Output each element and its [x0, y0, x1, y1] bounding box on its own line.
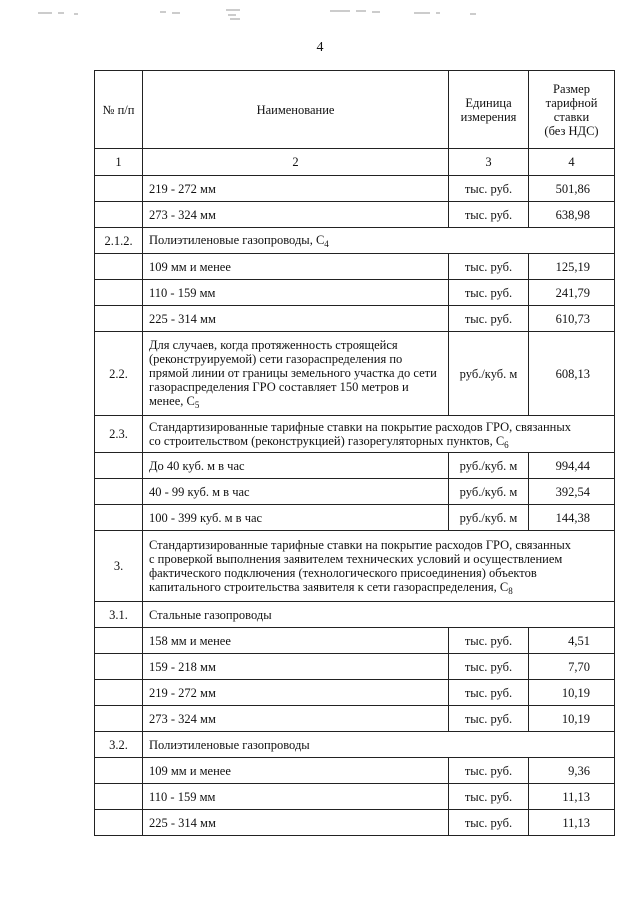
row-name-text: 219 - 272 мм	[149, 685, 216, 700]
row-name	[143, 254, 449, 280]
row-rate-value: 10,19	[529, 680, 615, 706]
row-name-line	[149, 538, 608, 552]
page-number: 4	[316, 40, 324, 55]
row-number: 3.1.	[95, 602, 143, 628]
row-number	[95, 810, 143, 836]
table-row	[95, 479, 615, 505]
table-row	[95, 453, 615, 479]
table-row	[95, 176, 615, 202]
row-number	[95, 628, 143, 654]
column-index-row	[95, 149, 615, 176]
row-number	[95, 306, 143, 332]
row-name-text: 110 - 159 мм	[149, 285, 216, 300]
table-row	[95, 628, 615, 654]
row-number	[95, 453, 143, 479]
row-name	[143, 416, 615, 453]
header-rate	[529, 71, 615, 149]
row-unit: тыс. руб.	[449, 810, 529, 836]
row-name-text: Стандартизированные тарифные ставки на покрытие расходов ГРО, связанных	[149, 537, 571, 552]
row-name	[143, 680, 449, 706]
row-number: 2.1.2.	[95, 228, 143, 254]
row-name-text: (реконструируемой) сети газораспределения по	[149, 352, 403, 366]
row-name	[143, 202, 449, 228]
row-number	[95, 280, 143, 306]
row-name-subscript: 4	[324, 239, 329, 249]
row-name-text: 159 - 218 мм	[149, 659, 216, 674]
row-name-line	[149, 566, 608, 580]
scan-artifact-marks	[0, 4, 640, 22]
row-name-text: с проверкой выполнения заявителем технических условий и осуществлением	[149, 551, 563, 566]
row-rate-value: 11,13	[529, 810, 615, 836]
table-row	[95, 732, 615, 758]
row-name	[143, 706, 449, 732]
row-unit: руб./куб. м	[449, 479, 529, 505]
row-name-line	[149, 420, 608, 434]
row-rate-value: 4,51	[529, 628, 615, 654]
table-row	[95, 416, 615, 453]
header-num: № п/п	[95, 71, 143, 149]
header-rate-line: (без НДС)	[544, 123, 599, 138]
row-rate-value: 501,86	[529, 176, 615, 202]
row-name-text: 100 - 399 куб. м в час	[149, 510, 263, 525]
row-name-line	[149, 434, 608, 449]
index-cell: 2	[143, 149, 449, 176]
row-unit: тыс. руб.	[449, 176, 529, 202]
row-name-text: со строительством (реконструкцией) газорегуляторных пунктов, C	[149, 433, 505, 448]
row-name-text: Полиэтиленовые газопроводы, C	[149, 233, 325, 247]
row-unit: тыс. руб.	[449, 784, 529, 810]
row-unit: руб./куб. м	[449, 453, 529, 479]
row-unit: тыс. руб.	[449, 628, 529, 654]
row-number	[95, 176, 143, 202]
row-name	[143, 176, 449, 202]
row-number	[95, 202, 143, 228]
row-name-line	[149, 380, 442, 394]
row-name	[143, 654, 449, 680]
row-number	[95, 706, 143, 732]
index-cell: 3	[449, 149, 529, 176]
table-row	[95, 280, 615, 306]
header-unit-line: Единица	[465, 95, 512, 110]
row-name-text: фактического подключения (технологического присоединения) объектов	[149, 565, 537, 580]
header-unit-line: измерения	[460, 109, 517, 124]
row-name-line	[149, 394, 442, 409]
row-name	[143, 602, 615, 628]
row-name-text: 225 - 314 мм	[149, 815, 216, 830]
row-rate-value: 241,79	[529, 280, 615, 306]
row-name	[143, 810, 449, 836]
table-row	[95, 254, 615, 280]
table-row	[95, 202, 615, 228]
row-name-text: 109 мм и менее	[149, 259, 231, 274]
row-rate-value: 608,13	[529, 332, 615, 416]
row-rate-value: 9,36	[529, 758, 615, 784]
row-name-text: 225 - 314 мм	[149, 311, 216, 326]
row-number	[95, 680, 143, 706]
row-number	[95, 505, 143, 531]
row-unit: тыс. руб.	[449, 254, 529, 280]
row-rate-value: 392,54	[529, 479, 615, 505]
row-rate-value: 144,38	[529, 505, 615, 531]
table-row	[95, 758, 615, 784]
row-name	[143, 280, 449, 306]
index-cell: 4	[529, 149, 615, 176]
table-row	[95, 505, 615, 531]
row-number: 3.	[95, 531, 143, 602]
index-cell: 1	[95, 149, 143, 176]
row-number: 2.3.	[95, 416, 143, 453]
row-name-text: прямой линии от границы земельного участка до сети	[149, 366, 437, 380]
row-name-text: капитального строительства заявителя к сети газораспределения, C	[149, 579, 509, 594]
row-unit: тыс. руб.	[449, 280, 529, 306]
row-unit: тыс. руб.	[449, 758, 529, 784]
table-row	[95, 810, 615, 836]
row-name-text: 110 - 159 мм	[149, 789, 216, 804]
row-name-line	[149, 352, 442, 366]
row-name	[143, 628, 449, 654]
row-rate-value: 994,44	[529, 453, 615, 479]
row-unit: руб./куб. м	[449, 332, 529, 416]
row-rate-value: 11,13	[529, 784, 615, 810]
row-number	[95, 784, 143, 810]
row-name-text: менее, C	[149, 394, 195, 408]
row-name	[143, 453, 449, 479]
row-rate-value: 7,70	[529, 654, 615, 680]
row-rate-value: 125,19	[529, 254, 615, 280]
row-name	[143, 306, 449, 332]
row-rate-value: 610,73	[529, 306, 615, 332]
header-rate-line: Размер	[553, 81, 590, 96]
row-name-text: Для случаев, когда протяженность строящейся	[149, 338, 398, 352]
table-row	[95, 332, 615, 416]
row-name	[143, 732, 615, 758]
row-number	[95, 479, 143, 505]
row-unit: тыс. руб.	[449, 680, 529, 706]
row-name	[143, 505, 449, 531]
row-name-line	[149, 552, 608, 566]
row-unit: тыс. руб.	[449, 654, 529, 680]
row-unit: тыс. руб.	[449, 202, 529, 228]
row-number	[95, 758, 143, 784]
header-name: Наименование	[143, 71, 449, 149]
table-row	[95, 531, 615, 602]
row-number: 3.2.	[95, 732, 143, 758]
row-name-text: До 40 куб. м в час	[149, 458, 245, 473]
row-name-text: 158 мм и менее	[149, 633, 231, 648]
table-row	[95, 602, 615, 628]
row-name-line	[149, 338, 442, 352]
row-unit: тыс. руб.	[449, 306, 529, 332]
row-unit: тыс. руб.	[449, 706, 529, 732]
header-rate-line: ставки	[553, 109, 590, 124]
row-rate-value: 638,98	[529, 202, 615, 228]
row-name-text: 40 - 99 куб. м в час	[149, 484, 250, 499]
header-rate-line: тарифной	[545, 95, 598, 110]
table-row	[95, 228, 615, 254]
header-unit	[449, 71, 529, 149]
row-name-line	[149, 366, 442, 380]
row-number	[95, 654, 143, 680]
row-name-text: Стандартизированные тарифные ставки на покрытие расходов ГРО, связанных	[149, 419, 571, 434]
row-name-line	[149, 580, 608, 595]
row-name-text: Стальные газопроводы	[149, 607, 272, 622]
row-name-subscript: 6	[504, 439, 509, 450]
row-number: 2.2.	[95, 332, 143, 416]
table-row	[95, 680, 615, 706]
row-name-subscript: 5	[194, 400, 200, 410]
table-row	[95, 654, 615, 680]
row-name-text: 219 - 272 мм	[149, 181, 216, 196]
row-rate-value: 10,19	[529, 706, 615, 732]
row-name-text: 109 мм и менее	[149, 763, 231, 778]
table-row	[95, 306, 615, 332]
row-name-text: 273 - 324 мм	[149, 207, 216, 222]
row-name	[143, 228, 615, 254]
header-row	[95, 71, 615, 149]
row-name-text: 273 - 324 мм	[149, 711, 216, 726]
table-row	[95, 706, 615, 732]
row-name	[143, 531, 615, 602]
row-name-text: Полиэтиленовые газопроводы	[149, 737, 310, 752]
row-name-subscript: 8	[508, 585, 513, 596]
table-row	[95, 784, 615, 810]
row-name	[143, 332, 449, 416]
row-name	[143, 479, 449, 505]
row-name	[143, 784, 449, 810]
row-number	[95, 254, 143, 280]
row-name	[143, 758, 449, 784]
row-unit: руб./куб. м	[449, 505, 529, 531]
row-name-text: газораспределения ГРО составляет 150 метров и	[149, 380, 409, 394]
tariff-table	[94, 70, 615, 836]
